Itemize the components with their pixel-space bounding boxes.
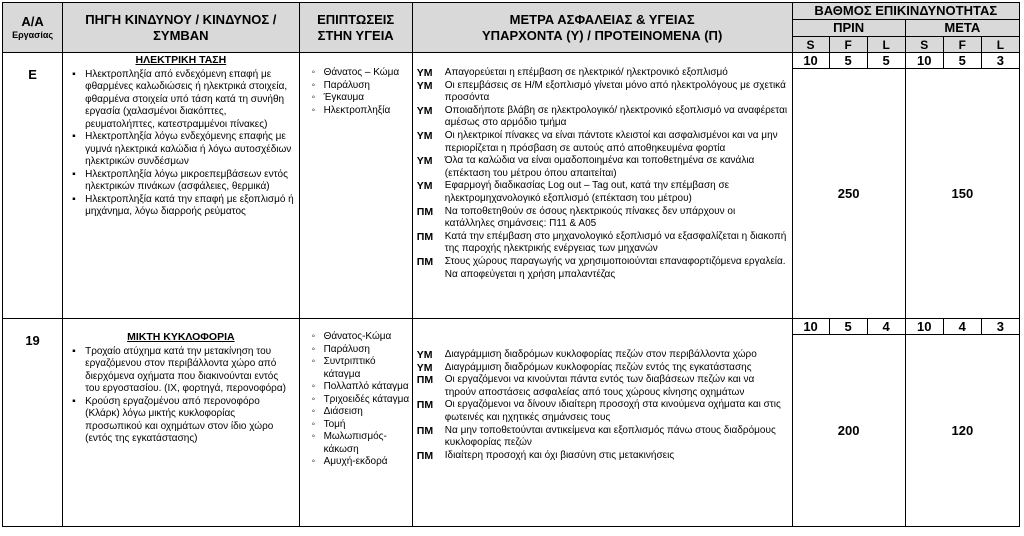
- before-l-value: 4: [867, 319, 905, 335]
- header-risk-degree: ΒΑΘΜΟΣ ΕΠΙΚΙΝΔΥΝΟΤΗΤΑΣ: [792, 3, 1019, 20]
- before-l-value: 5: [867, 53, 905, 69]
- measure-item: [415, 231, 788, 256]
- safety-measures-cell: [412, 319, 792, 527]
- measure-code: ΠΜ: [416, 205, 434, 218]
- health-effect-item: ◦ Τριχοειδές κάταγμα: [324, 394, 410, 407]
- after-s-value: 10: [905, 319, 943, 335]
- measure-code: ΠΜ: [416, 230, 434, 243]
- hazard-source-cell: [63, 319, 299, 527]
- header-after: ΜΕΤΑ: [905, 20, 1019, 37]
- health-effect-item: ◦ Θάνατος – Κώμα: [324, 67, 410, 80]
- hazard-source-list: [67, 346, 294, 446]
- measure-text: Οι εργαζόμενοι να δίνουν ιδιαίτερη προσοχή στα κινούμενα οχήματα και στις φωτεινές και ηχητικές σημάνσεις τους: [444, 399, 781, 423]
- measure-item: [415, 155, 788, 180]
- measure-item: [415, 362, 788, 375]
- hazard-title: ΗΛΕΚΤΡΙΚΗ ΤΑΣΗ: [135, 54, 227, 66]
- measure-item: [415, 256, 788, 281]
- header-before-l: L: [867, 37, 905, 53]
- measure-text: Εφαρμογή διαδικασίας Log out – Tag out, κατά την επέμβαση σε ηλεκτρομηχανολογικό εξοπλισμό (επέκταση του μέτρου): [444, 180, 730, 204]
- before-s-value: 10: [792, 53, 829, 69]
- measure-item: [415, 450, 788, 463]
- health-effect-item: ◦ Πολλαπλό κάταγμα: [324, 381, 410, 394]
- health-effect-item: ◦ Ηλεκτροπληξία: [324, 105, 410, 118]
- header-aa-sublabel: Εργασίας: [12, 30, 54, 40]
- measure-text: Οι επεμβάσεις σε Η/Μ εξοπλισμό γίνεται μόνο από ηλεκτρολόγους με σχετικά προσόντα: [444, 79, 786, 104]
- row-id: Ε: [3, 53, 63, 319]
- before-risk-score: 250: [792, 69, 905, 319]
- measure-text: Ιδιαίτερη προσοχή και όχι βιασύνη στις μετακινήσεις: [444, 449, 675, 461]
- after-f-value: 5: [943, 53, 981, 69]
- hazard-source-list: [67, 69, 294, 219]
- after-risk-score: 150: [905, 69, 1019, 319]
- hazard-source-item: ▪ Τροχαίο ατύχημα κατά την μετακίνηση του εργαζόμενου στον περιβάλλοντα χώρο από διερχόμενα οχήματα που διακινούνται εντός του εργοστασίου. (ΙΧ, φορτηγά, περονοφόρα): [85, 346, 294, 396]
- after-risk-score: 120: [905, 335, 1019, 527]
- health-effect-item: ◦ Μωλωπισμός-κάκωση: [324, 431, 410, 456]
- measure-text: Διαγράμμιση διαδρόμων κυκλοφορίας πεζών εντός της εγκατάστασης: [444, 361, 752, 373]
- measure-text: Οποιαδήποτε βλάβη σε ηλεκτρολογικό/ ηλεκτρονικό εξοπλισμό να αναφέρεται αμέσως στο αρμόδιο τμήμα: [444, 104, 788, 129]
- hazard-source-item: ▪ Ηλεκτροπληξία από ενδεχόμενη επαφή με φθαρμένες καλωδιώσεις ή ηλεκτρικά στοιχεία, φθαρμένα στοιχεία υπό τάση κατά τη συνήθη εργασία (χαλασμένοι διακόπτες, ρευματολήπτες, κατεστραμμένοι πίνακες): [85, 69, 294, 132]
- health-effect-item: ◦ Τομή: [324, 419, 410, 432]
- header-before-s: S: [792, 37, 829, 53]
- measure-item: [415, 399, 788, 424]
- measure-text: Να μην τοποθετούνται αντικείμενα και εξοπλισμός πάνω στους διαδρόμους κυκλοφορίας πεζών: [444, 424, 776, 449]
- health-effect-item: ◦ Διάσειση: [324, 406, 410, 419]
- measure-code: ΥΜ: [416, 67, 433, 79]
- after-l-value: 3: [981, 53, 1019, 69]
- hazard-source-cell: [63, 53, 299, 319]
- header-before: ΠΡΙΝ: [792, 20, 905, 37]
- header-before-f: F: [829, 37, 867, 53]
- before-f-value: 5: [829, 53, 867, 69]
- measure-text: Απαγορεύεται η επέμβαση σε ηλεκτρικό/ ηλεκτρονικό εξοπλισμό: [444, 67, 728, 78]
- health-effects-list: [302, 331, 410, 469]
- measure-text: Όλα τα καλώδια να είναι ομαδοποιημένα και τοποθετημένα σε κανάλια (επέκταση του μέτρου όπου απαιτείται): [444, 155, 755, 179]
- header-aa-label: Α/Α: [21, 14, 44, 29]
- measure-code: ΥΜ: [416, 155, 433, 168]
- hazard-source-item: ▪ Ηλεκτροπληξία λόγω μικροεπεμβάσεων εντός ηλεκτρικών πινάκων (ασφάλειες, θερμικά): [85, 169, 294, 194]
- after-s-value: 10: [905, 53, 943, 69]
- header-source: ΠΗΓΗ ΚΙΝΔΥΝΟΥ / ΚΙΝΔΥΝΟΣ / ΣΥΜΒΑΝ: [63, 3, 299, 53]
- health-effect-item: ◦ Έγκαυμα: [324, 92, 410, 105]
- measure-code: ΠΜ: [416, 424, 434, 437]
- measure-code: ΥΜ: [416, 129, 433, 142]
- hazard-source-item: ▪ Ηλεκτροπληξία κατά την επαφή με εξοπλισμό ή μηχάνημα, λόγω διαρροής ρεύματος: [85, 194, 294, 219]
- header-effects: ΕΠΙΠΤΩΣΕΙΣ ΣΤΗΝ ΥΓΕΙΑ: [299, 3, 412, 53]
- hazard-source-item: ▪ Κρούση εργαζομένου από περονοφόρο (Κλάρκ) λόγω μικτής κυκλοφορίας προσωπικού και οχημάτων στον ίδιο χώρο (εντός της εγκατάστασης): [85, 396, 294, 446]
- hazard-title: ΜΙΚΤΗ ΚΥΚΛΟΦΟΡΙΑ: [127, 331, 235, 343]
- header-aa: [3, 3, 63, 53]
- health-effect-item: ◦ Συντριπτικό κάταγμα: [324, 356, 410, 381]
- health-effect-item: ◦ Θάνατος-Κώμα: [324, 331, 410, 344]
- measure-item: [415, 80, 788, 105]
- header-after-f: F: [943, 37, 981, 53]
- header-measures: ΜΕΤΡΑ ΑΣΦΑΛΕΙΑΣ & ΥΓΕΙΑΣ ΥΠΑΡΧΟΝΤΑ (Υ) / ΠΡΟΤΕΙΝΟΜΕΝΑ (Π): [412, 3, 792, 53]
- before-s-value: 10: [792, 319, 829, 335]
- health-effects-cell: [299, 319, 412, 527]
- measure-text: Κατά την επέμβαση στο μηχανολογικό εξοπλισμό να εξασφαλίζεται η διακοπή της παροχής ηλεκτρικής ενέργειας των μηχανών: [444, 230, 787, 255]
- measure-code: ΥΜ: [416, 180, 433, 193]
- health-effect-item: ◦ Αμυχή-εκδορά: [324, 456, 410, 469]
- measure-item: [415, 180, 788, 205]
- health-effect-item: ◦ Παράλυση: [324, 80, 410, 93]
- measure-item: [415, 105, 788, 130]
- measure-item: [415, 206, 788, 231]
- measure-item: [415, 130, 788, 155]
- after-l-value: 3: [981, 319, 1019, 335]
- measure-text: Να τοποθετηθούν σε όσους ηλεκτρικούς πίνακες δεν υπάρχουν οι κατάλληλες σημάνσεις: Π11 & Α05: [444, 205, 736, 230]
- measure-item: [415, 374, 788, 399]
- health-effects-cell: [299, 53, 412, 319]
- header-after-l: L: [981, 37, 1019, 53]
- measure-text: Οι εργαζόμενοι να κινούνται πάντα εντός των διαβάσεων πεζών και να τηρούν αποστάσεις ασφαλείας από τους χώρους κίνησης οχημάτων: [444, 374, 755, 398]
- measure-code: ΠΜ: [416, 449, 434, 462]
- health-effect-item: ◦ Παράλυση: [324, 344, 410, 357]
- hazard-source-item: ▪ Ηλεκτροπληξία λόγω ενδεχόμενης επαφής με γυμνά ηλεκτρικά καλώδια ή λόγω αυτοσχέδιων ηλεκτρικών συνδέσμων: [85, 131, 294, 169]
- measure-item: [415, 67, 788, 80]
- measure-text: Διαγράμμιση διαδρόμων κυκλοφορίας πεζών στον περιβάλλοντα χώρο: [444, 349, 757, 360]
- health-effects-list: [302, 67, 410, 117]
- measure-code: ΠΜ: [416, 255, 434, 268]
- measure-code: ΥΜ: [416, 361, 433, 374]
- measure-code: ΠΜ: [416, 374, 434, 387]
- safety-measures-cell: [412, 53, 792, 319]
- before-f-value: 5: [829, 319, 867, 335]
- measure-code: ΥΜ: [416, 79, 433, 92]
- measure-code: ΥΜ: [416, 349, 433, 361]
- risk-assessment-table: [2, 2, 1020, 527]
- header-after-s: S: [905, 37, 943, 53]
- measure-text: Οι ηλεκτρικοί πίνακες να είναι πάντοτε κλειστοί και ασφαλισμένοι και να μην περιορίζεται η πρόσβαση σε αυτούς από αποθηκευμένα φορτία: [444, 129, 778, 154]
- measure-item: [415, 349, 788, 362]
- row-id: 19: [3, 319, 63, 527]
- measure-code: ΥΜ: [416, 104, 433, 117]
- before-risk-score: 200: [792, 335, 905, 527]
- measure-item: [415, 425, 788, 450]
- measure-code: ΠΜ: [416, 399, 434, 412]
- after-f-value: 4: [943, 319, 981, 335]
- measure-text: Στους χώρους παραγωγής να χρησιμοποιούνται επαναφορτιζόμενα εργαλεία. Να αποφεύγεται η χρήση μπαλαντέζας: [444, 255, 786, 280]
